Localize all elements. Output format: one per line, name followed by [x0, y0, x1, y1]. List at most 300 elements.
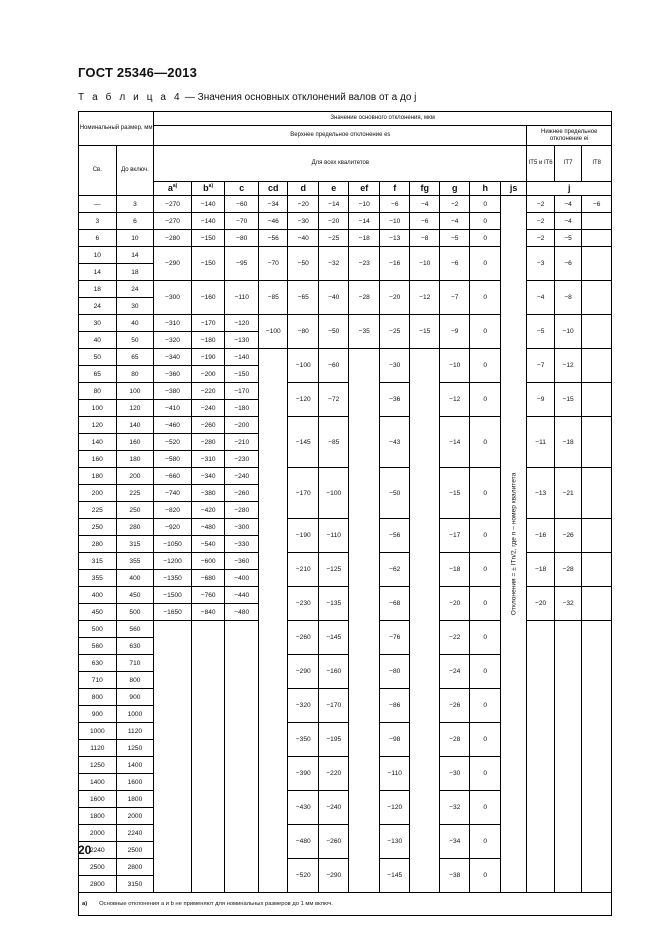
cell-to: 180	[116, 451, 154, 468]
cell-to: 6	[116, 213, 154, 230]
cell-over: 120	[79, 417, 117, 434]
cell-cd: −34	[259, 196, 288, 213]
cell-h: 0	[470, 196, 501, 213]
letter-label: h	[482, 183, 488, 194]
header-nominal-size: Номинальный размер, мм	[79, 112, 154, 146]
cell-j7: −21	[554, 468, 581, 519]
cell-b: −420	[191, 502, 225, 519]
cell-to: 225	[116, 485, 154, 502]
table-row	[79, 519, 612, 536]
cell-e: −125	[318, 553, 349, 587]
header-letter-g	[439, 182, 470, 196]
cell-c: −300	[225, 519, 259, 536]
cell-to: 710	[116, 655, 154, 672]
cell-to: 1400	[116, 757, 154, 774]
cell-ef: −35	[349, 315, 380, 349]
cell-c: −180	[225, 400, 259, 417]
cell-j7: −10	[554, 315, 581, 349]
cell-b: −180	[191, 332, 225, 349]
cell-c: −480	[225, 604, 259, 621]
cell-f: −110	[379, 757, 410, 791]
header-letter-c	[225, 182, 259, 196]
cell-g: −7	[439, 281, 470, 315]
cell-h: 0	[470, 281, 501, 315]
cell-b: −280	[191, 434, 225, 451]
cell-over: 900	[79, 706, 117, 723]
cell-to: 18	[116, 264, 154, 281]
cell-f: −86	[379, 689, 410, 723]
cell-ef: −28	[349, 281, 380, 315]
cell-b: −840	[191, 604, 225, 621]
cell-h: 0	[470, 349, 501, 383]
cell-to: 1250	[116, 740, 154, 757]
cell-e: −145	[318, 621, 349, 655]
cell-b: −760	[191, 587, 225, 604]
cell-a: −290	[154, 247, 192, 281]
footnote-mark: a)	[82, 901, 88, 907]
cell-fg: −15	[410, 315, 439, 349]
cell-to: 65	[116, 349, 154, 366]
cell-e: −50	[318, 315, 349, 349]
cell-to: 200	[116, 468, 154, 485]
cell-e: −40	[318, 281, 349, 315]
cell-over: 10	[79, 247, 117, 264]
cell-c: −230	[225, 451, 259, 468]
cell-g: −20	[439, 587, 470, 621]
cell-d: −320	[288, 689, 319, 723]
cell-h: 0	[470, 723, 501, 757]
cell-over: 24	[79, 298, 117, 315]
cell-d: −290	[288, 655, 319, 689]
cell-over: 1600	[79, 791, 117, 808]
cell-e: −220	[318, 757, 349, 791]
cell-to: 1000	[116, 706, 154, 723]
cell-to: 1600	[116, 774, 154, 791]
cell-b: −150	[191, 230, 225, 247]
cell-to: 50	[116, 332, 154, 349]
cell-over: 1000	[79, 723, 117, 740]
cell-to: 24	[116, 281, 154, 298]
letter-label: d	[300, 183, 306, 194]
header-letter-js	[500, 182, 526, 196]
header-letter-d	[288, 182, 319, 196]
cell-over: 1400	[79, 774, 117, 791]
cell-to: 900	[116, 689, 154, 706]
table-row	[79, 468, 612, 485]
header-it5-it6: IT5 и IT6	[527, 146, 554, 182]
cell-a: −280	[154, 230, 192, 247]
cell-a: −310	[154, 315, 192, 332]
cell-c: −400	[225, 570, 259, 587]
cell-to: 2800	[116, 859, 154, 876]
cell-over: 250	[79, 519, 117, 536]
cell-over: 630	[79, 655, 117, 672]
cell-over: 1250	[79, 757, 117, 774]
cell-over: 2500	[79, 859, 117, 876]
cell-fg: −10	[410, 247, 439, 281]
cell-d: −190	[288, 519, 319, 553]
table-row	[79, 417, 612, 434]
cell-to: 10	[116, 230, 154, 247]
cell-j8	[582, 213, 612, 230]
cell-g: −10	[439, 349, 470, 383]
cell-f: −62	[379, 553, 410, 587]
cell-h: 0	[470, 791, 501, 825]
cell-j56: −5	[527, 315, 554, 349]
header-over: Св.	[79, 146, 117, 196]
table-row	[79, 383, 612, 400]
cell-over: 30	[79, 315, 117, 332]
cell-f: −68	[379, 587, 410, 621]
header-letter-cd	[259, 182, 288, 196]
cell-b: −220	[191, 383, 225, 400]
cell-c: −210	[225, 434, 259, 451]
cell-js	[500, 196, 526, 893]
cell-to: 2000	[116, 808, 154, 825]
cell-f: −56	[379, 519, 410, 553]
table-row	[79, 553, 612, 570]
cell-over: 180	[79, 468, 117, 485]
cell-b: −310	[191, 451, 225, 468]
cell-f: −76	[379, 621, 410, 655]
cell-j8	[582, 621, 612, 893]
cell-b: −680	[191, 570, 225, 587]
cell-j7: −28	[554, 553, 581, 587]
cell-a: −270	[154, 196, 192, 213]
cell-h: 0	[470, 468, 501, 519]
cell-g: −5	[439, 230, 470, 247]
cell-g: −38	[439, 859, 470, 893]
cell-e: −135	[318, 587, 349, 621]
cell-f: −36	[379, 383, 410, 417]
cell-cd: −46	[259, 213, 288, 230]
cell-j7: −15	[554, 383, 581, 417]
cell-d: −430	[288, 791, 319, 825]
cell-over: 450	[79, 604, 117, 621]
cell-a: −920	[154, 519, 192, 536]
cell-d: −350	[288, 723, 319, 757]
cell-a: −320	[154, 332, 192, 349]
cell-d: −50	[288, 247, 319, 281]
cell-d: −170	[288, 468, 319, 519]
cell-f: −130	[379, 825, 410, 859]
table-row	[79, 621, 612, 638]
cell-over: —	[79, 196, 117, 213]
cell-c: −330	[225, 536, 259, 553]
cell-f: −16	[379, 247, 410, 281]
letter-label: b	[203, 183, 209, 194]
cell-to: 40	[116, 315, 154, 332]
cell-to: 450	[116, 587, 154, 604]
cell-d: −230	[288, 587, 319, 621]
cell-e: −32	[318, 247, 349, 281]
cell-c: −60	[225, 196, 259, 213]
cell-d: −390	[288, 757, 319, 791]
cell-f: −30	[379, 349, 410, 383]
cell-b: −600	[191, 553, 225, 570]
cell-j7: −4	[554, 196, 581, 213]
cell-f: −20	[379, 281, 410, 315]
cell-b: −380	[191, 485, 225, 502]
document-title: ГОСТ 25346—2013	[78, 65, 197, 80]
cell-g: −6	[439, 247, 470, 281]
cell-j7	[554, 621, 581, 893]
cell-c: −70	[225, 213, 259, 230]
cell-a: −360	[154, 366, 192, 383]
letter-label: e	[331, 183, 337, 194]
cell-c: −95	[225, 247, 259, 281]
cell-e: −240	[318, 791, 349, 825]
cell-j56: −11	[527, 417, 554, 468]
cell-to: 1120	[116, 723, 154, 740]
cell-h: 0	[470, 859, 501, 893]
cell-to: 500	[116, 604, 154, 621]
cell-f: −120	[379, 791, 410, 825]
cell-a: −1050	[154, 536, 192, 553]
cell-j56: −16	[527, 519, 554, 553]
cell-j7: −18	[554, 417, 581, 468]
cell-a: −820	[154, 502, 192, 519]
cell-b: −540	[191, 536, 225, 553]
table-row	[79, 349, 612, 366]
cell-over: 1800	[79, 808, 117, 825]
deviations-table	[78, 111, 612, 916]
table-caption	[78, 92, 416, 103]
cell-c: −240	[225, 468, 259, 485]
cell-b: −340	[191, 468, 225, 485]
cell-cd: −85	[259, 281, 288, 315]
cell-b	[191, 621, 225, 893]
cell-j8	[582, 349, 612, 383]
cell-g: −2	[439, 196, 470, 213]
cell-to: 400	[116, 570, 154, 587]
cell-cd: −70	[259, 247, 288, 281]
cell-a: −580	[154, 451, 192, 468]
cell-g: −26	[439, 689, 470, 723]
cell-h: 0	[470, 553, 501, 587]
cell-over: 65	[79, 366, 117, 383]
cell-over: 6	[79, 230, 117, 247]
cell-g: −15	[439, 468, 470, 519]
header-letter-b	[191, 182, 225, 196]
cell-g: −18	[439, 553, 470, 587]
cell-f: −43	[379, 417, 410, 468]
letter-label: js	[509, 183, 518, 194]
caption-text: — Значения основных отклонений валов от a до j	[182, 92, 417, 103]
cell-a: −520	[154, 434, 192, 451]
cell-d: −30	[288, 213, 319, 230]
cell-j8	[582, 383, 612, 417]
cell-b: −200	[191, 366, 225, 383]
cell-j8	[582, 587, 612, 621]
cell-j7: −12	[554, 349, 581, 383]
cell-a: −340	[154, 349, 192, 366]
cell-c: −200	[225, 417, 259, 434]
cell-b: −140	[191, 213, 225, 230]
cell-to: 280	[116, 519, 154, 536]
letter-label: g	[451, 183, 458, 194]
cell-c: −120	[225, 315, 259, 332]
cell-j8	[582, 247, 612, 281]
cell-e: −14	[318, 196, 349, 213]
cell-c: −170	[225, 383, 259, 400]
cell-e: −195	[318, 723, 349, 757]
cell-ef: −18	[349, 230, 380, 247]
cell-h: 0	[470, 213, 501, 230]
cell-d: −20	[288, 196, 319, 213]
header-upper-deviation: Верхнее предельное отклонение es	[154, 126, 527, 146]
caption-prefix: Т а б л и ц а 4	[78, 92, 183, 103]
cell-c: −110	[225, 281, 259, 315]
cell-to: 1800	[116, 791, 154, 808]
cell-over: 100	[79, 400, 117, 417]
cell-j56: −2	[527, 196, 554, 213]
js-note: Отклонения = ± ITn/2, где n – номер квалитета	[510, 472, 518, 616]
cell-to: 2500	[116, 842, 154, 859]
cell-to: 560	[116, 621, 154, 638]
cell-fg: −4	[410, 196, 439, 213]
cell-g: −24	[439, 655, 470, 689]
cell-j7: −6	[554, 247, 581, 281]
cell-h: 0	[470, 587, 501, 621]
cell-a: −740	[154, 485, 192, 502]
cell-d: −80	[288, 315, 319, 349]
cell-c	[225, 621, 259, 893]
cell-j8	[582, 417, 612, 468]
cell-j56: −18	[527, 553, 554, 587]
cell-g: −17	[439, 519, 470, 553]
cell-d: −145	[288, 417, 319, 468]
header-up-to: До включ.	[116, 146, 154, 196]
cell-ef: −14	[349, 213, 380, 230]
cell-fg	[410, 349, 439, 893]
header-letter-f	[379, 182, 410, 196]
cell-fg: −12	[410, 281, 439, 315]
cell-d: −65	[288, 281, 319, 315]
cell-j7: −4	[554, 213, 581, 230]
cell-f: −50	[379, 468, 410, 519]
cell-over: 1120	[79, 740, 117, 757]
cell-f: −6	[379, 196, 410, 213]
cell-g: −22	[439, 621, 470, 655]
cell-h: 0	[470, 825, 501, 859]
cell-over: 18	[79, 281, 117, 298]
cell-e: −60	[318, 349, 349, 383]
cell-to: 355	[116, 553, 154, 570]
cell-d: −100	[288, 349, 319, 383]
cell-cd	[259, 349, 288, 893]
cell-over: 200	[79, 485, 117, 502]
table-row	[79, 587, 612, 604]
cell-f: −13	[379, 230, 410, 247]
cell-e: −160	[318, 655, 349, 689]
cell-c: −150	[225, 366, 259, 383]
cell-e: −20	[318, 213, 349, 230]
cell-d: −40	[288, 230, 319, 247]
cell-g: −14	[439, 417, 470, 468]
cell-h: 0	[470, 315, 501, 349]
cell-d: −120	[288, 383, 319, 417]
cell-over: 710	[79, 672, 117, 689]
cell-over: 140	[79, 434, 117, 451]
cell-j7: −5	[554, 230, 581, 247]
header-letter-fg	[410, 182, 439, 196]
cell-over: 2240	[79, 842, 117, 859]
cell-e: −290	[318, 859, 349, 893]
cell-j56: −4	[527, 281, 554, 315]
header-letter-ef	[349, 182, 380, 196]
cell-a	[154, 621, 192, 893]
cell-ef: −10	[349, 196, 380, 213]
cell-a: −380	[154, 383, 192, 400]
cell-g: −28	[439, 723, 470, 757]
cell-over: 400	[79, 587, 117, 604]
cell-e: −25	[318, 230, 349, 247]
cell-e: −170	[318, 689, 349, 723]
cell-a: −660	[154, 468, 192, 485]
cell-over: 80	[79, 383, 117, 400]
cell-d: −480	[288, 825, 319, 859]
cell-h: 0	[470, 230, 501, 247]
header-letter-h	[470, 182, 501, 196]
cell-over: 40	[79, 332, 117, 349]
cell-j7: −8	[554, 281, 581, 315]
cell-a: −1650	[154, 604, 192, 621]
cell-a: −410	[154, 400, 192, 417]
cell-over: 560	[79, 638, 117, 655]
cell-j8: −6	[582, 196, 612, 213]
cell-e: −260	[318, 825, 349, 859]
cell-to: 3	[116, 196, 154, 213]
cell-j56	[527, 621, 554, 893]
cell-a: −1200	[154, 553, 192, 570]
cell-h: 0	[470, 689, 501, 723]
cell-over: 500	[79, 621, 117, 638]
cell-j8	[582, 315, 612, 349]
table-row	[79, 213, 612, 230]
cell-to: 120	[116, 400, 154, 417]
cell-h: 0	[470, 417, 501, 468]
cell-g: −30	[439, 757, 470, 791]
table-row	[79, 281, 612, 298]
cell-to: 100	[116, 383, 154, 400]
cell-d: −210	[288, 553, 319, 587]
cell-a: −300	[154, 281, 192, 315]
cell-b: −260	[191, 417, 225, 434]
letter-label: c	[239, 183, 245, 194]
header-it8: IT8	[582, 146, 612, 182]
letter-label: ef	[360, 183, 369, 194]
cell-over: 355	[79, 570, 117, 587]
cell-c: −360	[225, 553, 259, 570]
cell-b: −160	[191, 281, 225, 315]
cell-g: −12	[439, 383, 470, 417]
cell-to: 630	[116, 638, 154, 655]
cell-over: 225	[79, 502, 117, 519]
cell-over: 280	[79, 536, 117, 553]
cell-ef: −23	[349, 247, 380, 281]
letter-label: fg	[420, 183, 429, 194]
cell-a: −1350	[154, 570, 192, 587]
table-row	[79, 230, 612, 247]
cell-to: 160	[116, 434, 154, 451]
cell-over: 2800	[79, 876, 117, 893]
cell-a: −270	[154, 213, 192, 230]
header-letter-e	[318, 182, 349, 196]
cell-h: 0	[470, 519, 501, 553]
cell-c: −260	[225, 485, 259, 502]
header-basic-value: Значение основного отклонения, мкм	[154, 112, 612, 126]
